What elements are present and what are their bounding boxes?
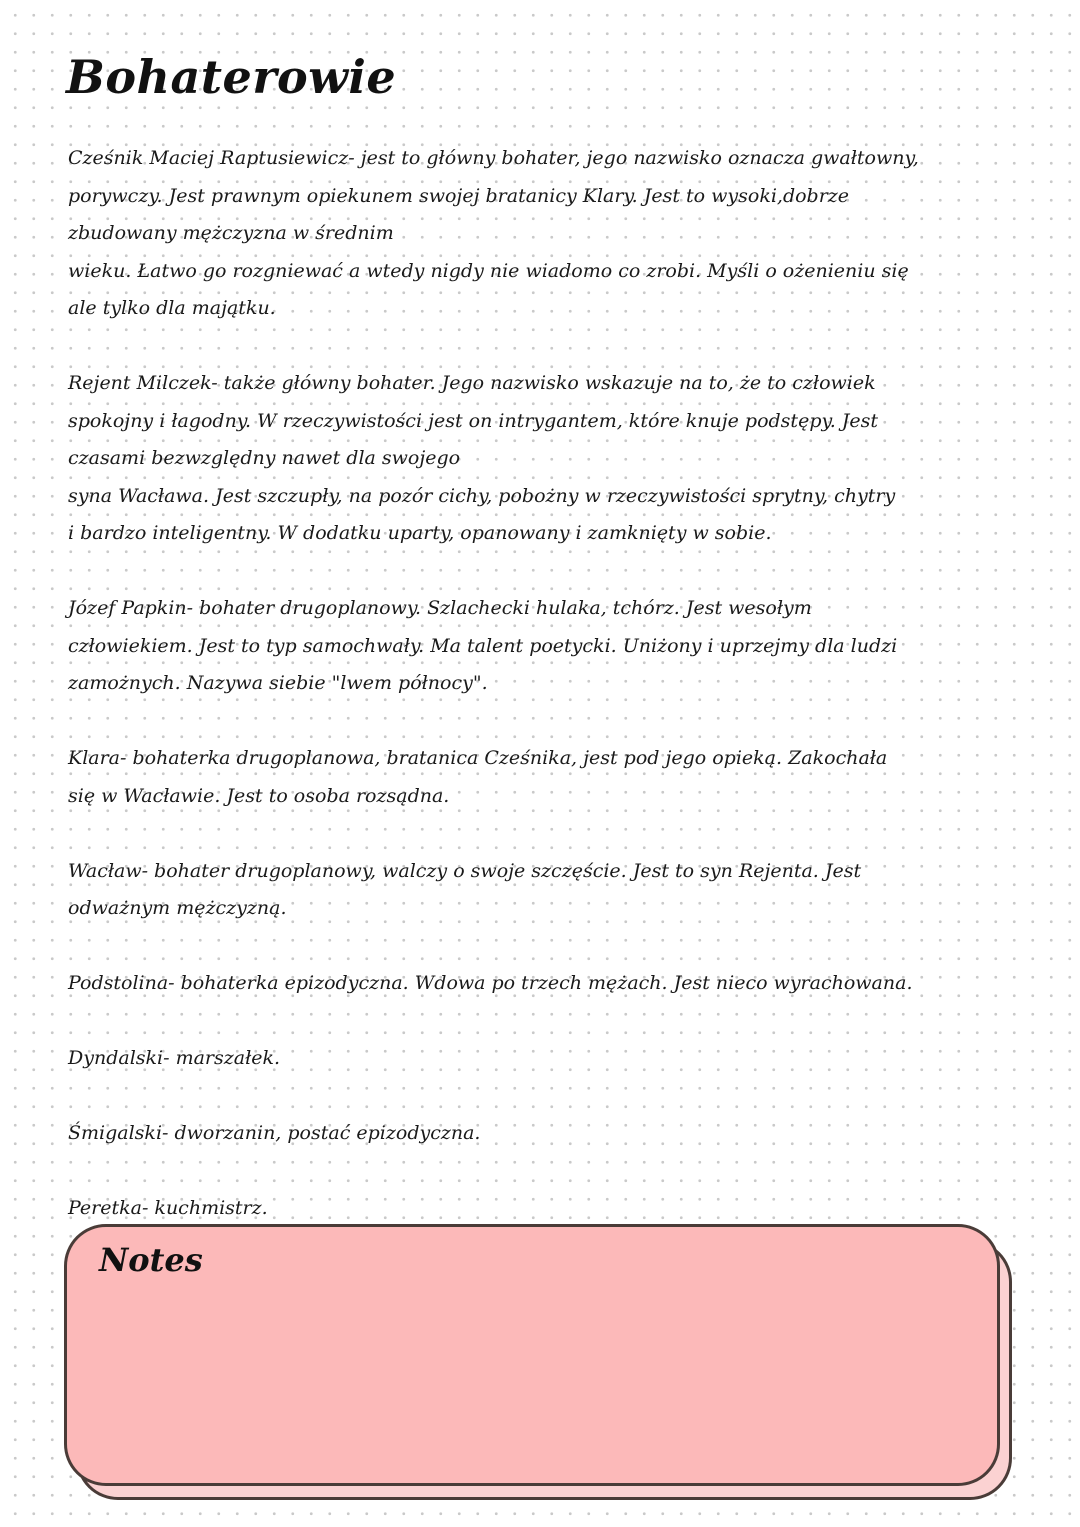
paragraph-spacer xyxy=(68,815,1008,853)
page-title: Bohaterowie xyxy=(66,50,397,104)
character-papkin xyxy=(68,590,1008,703)
character-rejent xyxy=(68,365,1008,553)
character-smigalski xyxy=(68,1115,1008,1153)
text-line: Klara- bohaterka drugoplanowa, bratanica Cześnika, jest pod jego opieką. Zakochała xyxy=(68,747,888,769)
character-dyndalski xyxy=(68,1040,1008,1078)
text-line: człowiekiem. Jest to typ samochwały. Ma talent poetycki. Uniżony i uprzejmy dla ludzi xyxy=(68,634,898,657)
paragraph-spacer xyxy=(68,1153,1008,1191)
notes-title: Notes xyxy=(99,1241,203,1279)
text-line: porywczy. Jest prawnym opiekunem swojej bratanicy Klary. Jest to wysoki,dobrze xyxy=(68,184,850,207)
paragraph-spacer xyxy=(68,328,1008,366)
paragraph-spacer xyxy=(68,553,1008,591)
character-klara xyxy=(68,740,1008,815)
text-line: Peretka- kuchmistrz. xyxy=(68,1197,268,1219)
text-line: Józef Papkin- bohater drugoplanowy. Szlachecki hulaka, tchórz. Jest wesołym xyxy=(68,597,812,619)
character-podstolina xyxy=(68,965,1008,1003)
text-line: Wacław- bohater drugoplanowy, walczy o swoje szczęście. Jest to syn Rejenta. Jest xyxy=(68,859,862,882)
text-line: ale tylko dla majątku. xyxy=(68,297,276,319)
text-line: czasami bezwzględny nawet dla swojego xyxy=(68,447,461,469)
text-line: Dyndalski- marszałek. xyxy=(68,1047,281,1069)
paragraph-spacer xyxy=(68,703,1008,741)
character-peretka xyxy=(68,1190,1008,1228)
text-line: się w Wacławie. Jest to osoba rozsądna. xyxy=(68,784,450,807)
text-line: Rejent Milczek- także główny bohater. Jego nazwisko wskazuje na to, że to człowiek xyxy=(68,372,876,394)
text-line: Śmigalski- dworzanin, postać epizodyczna. xyxy=(68,1122,481,1144)
text-line: i bardzo inteligentny. W dodatku uparty, opanowany i zamknięty w sobie. xyxy=(68,522,772,544)
character-cze-nik xyxy=(68,140,1008,328)
text-line: zamożnych. Nazywa siebie "lwem północy". xyxy=(68,672,488,694)
text-line: Podstolina- bohaterka epizodyczna. Wdowa po trzech mężach. Jest nieco wyrachowana. xyxy=(68,972,913,994)
text-line: odważnym mężczyzną. xyxy=(68,897,287,919)
paragraph-spacer xyxy=(68,1003,1008,1041)
paragraph-spacer xyxy=(68,928,1008,966)
text-line: syna Wacława. Jest szczupły, na pozór cichy, pobożny w rzeczywistości sprytny, chytry xyxy=(68,484,896,507)
text-line: spokojny i łagodny. W rzeczywistości jest on intrygantem, które knuje podstępy. Jest xyxy=(68,409,879,432)
notes-box xyxy=(64,1224,1000,1486)
text-line: zbudowany mężczyzna w średnim xyxy=(68,222,394,244)
character-waclaw xyxy=(68,853,1008,928)
paragraph-spacer xyxy=(68,1078,1008,1116)
text-line: wieku. Łatwo go rozgniewać a wtedy nigdy nie wiadomo co zrobi. Myśli o ożenieniu się xyxy=(68,259,909,282)
characters-list xyxy=(68,140,1008,1228)
text-line: Cześnik Maciej Raptusiewicz- jest to główny bohater, jego nazwisko oznacza gwałtowny, xyxy=(68,147,919,169)
